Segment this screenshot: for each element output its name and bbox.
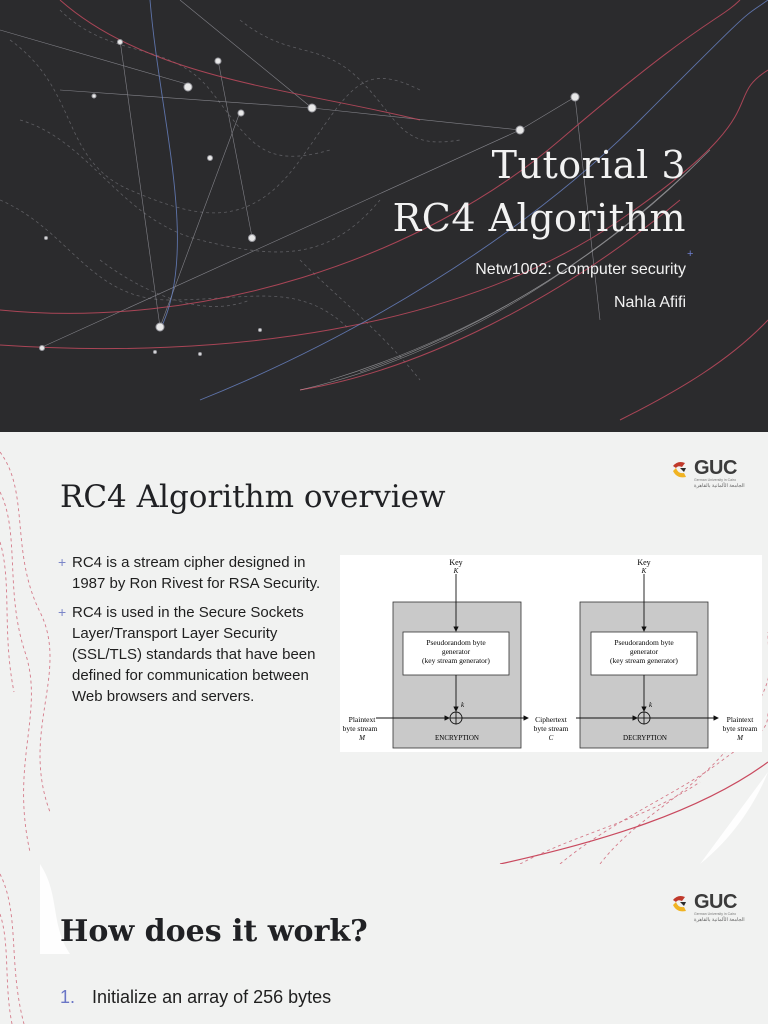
key-variable: K: [641, 567, 647, 575]
plaintext-out-label: byte stream: [722, 724, 758, 733]
overview-heading: RC4 Algorithm overview: [60, 479, 446, 515]
logo-text: GUC: [694, 891, 737, 913]
guc-logo: [670, 892, 745, 924]
overview-slide: [0, 432, 768, 864]
plus-bullet-icon: +: [58, 554, 67, 570]
bullet-text: RC4 is used in the Secure Sockets Layer/Transport Layer Security (SSL/TLS) standards that have been defined for communication between Web browsers and servers.: [72, 604, 316, 705]
bullet-text: RC4 is a stream cipher designed in 1987 by Ron Rivest for RSA Security.: [72, 554, 321, 592]
howto-slide: [0, 864, 768, 1024]
key-variable: K: [453, 567, 459, 575]
key-label: Key: [449, 558, 463, 567]
author-name: Nahla Afifi: [613, 294, 686, 311]
course-subtitle: Netw1002: Computer security: [475, 261, 686, 278]
guc-logo: [670, 458, 745, 490]
generator-label: Pseudorandom byte: [426, 638, 486, 647]
generator-label: (key stream generator): [422, 656, 490, 665]
generator-label: Pseudorandom byte: [614, 638, 674, 647]
plaintext-out-label: Plaintext: [726, 715, 754, 724]
rc4-diagram: [340, 555, 762, 752]
plaintext-in-label: M: [359, 734, 365, 742]
logo-arabic: الجامعة الألمانية بالقاهرة: [694, 483, 745, 489]
title-line-1: Tutorial 3: [491, 143, 686, 187]
ciphertext-label: byte stream: [533, 724, 569, 733]
plaintext-out-label: M: [737, 734, 743, 742]
title-line-2: RC4 Algorithm: [392, 196, 686, 240]
ciphertext-label: Ciphertext: [535, 715, 567, 724]
ciphertext-label: C: [548, 734, 554, 742]
logo-subtext: German University in Cairo: [694, 912, 737, 916]
plaintext-in-label: Plaintext: [348, 715, 376, 724]
step-number: 1.: [60, 987, 76, 1007]
title-slide: [0, 0, 768, 432]
plus-icon: +: [687, 248, 694, 260]
decryption-label: DECRYPTION: [623, 734, 667, 742]
list-item: [60, 987, 331, 1008]
encryption-label: ENCRYPTION: [435, 734, 479, 742]
k-label: k: [649, 701, 653, 709]
guc-emblem-icon: [670, 892, 692, 914]
step-text: Initialize an array of 256 bytes: [92, 987, 332, 1007]
guc-emblem-icon: [670, 458, 692, 480]
generator-label: generator: [441, 647, 471, 656]
plaintext-in-label: byte stream: [342, 724, 378, 733]
bullet-item: [58, 552, 333, 594]
plus-bullet-icon: +: [58, 604, 67, 620]
generator-label: generator: [629, 647, 659, 656]
key-label: Key: [637, 558, 651, 567]
logo-text: GUC: [694, 457, 737, 479]
bullet-item: [58, 602, 333, 707]
howto-heading: How does it work?: [60, 914, 368, 949]
logo-subtext: German University in Cairo: [694, 478, 737, 482]
bullet-list: [58, 552, 333, 715]
k-label: k: [461, 701, 465, 709]
generator-label: (key stream generator): [610, 656, 678, 665]
logo-arabic: الجامعة الألمانية بالقاهرة: [694, 917, 745, 923]
